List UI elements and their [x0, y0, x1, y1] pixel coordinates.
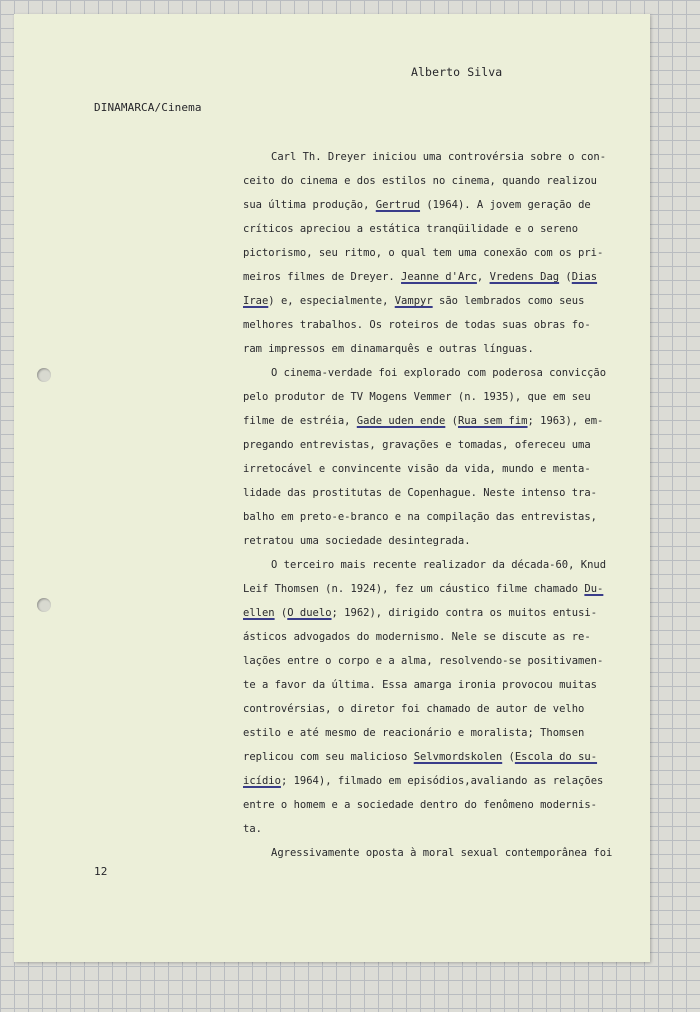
text-line: [257, 841, 617, 865]
underlined-title: Rua sem fim: [457, 415, 528, 427]
text-line: [243, 385, 617, 409]
punch-hole: [37, 368, 51, 382]
underlined-title: O duelo: [287, 607, 332, 619]
text-line: [243, 505, 617, 529]
underlined-title: Gertrud: [375, 199, 421, 211]
text-line: [257, 553, 617, 577]
text-segment: ) e, especialmente,: [268, 295, 395, 307]
text-line: [243, 577, 617, 601]
text-segment: retratou uma sociedade desintegrada.: [243, 535, 471, 547]
underlined-title: Gade uden ende: [356, 415, 446, 427]
text-segment: sua última produção,: [243, 199, 376, 211]
body-text: [243, 145, 617, 865]
text-segment: O terceiro mais recente realizador da década-60, Knud: [271, 559, 607, 571]
text-segment: ceito do cinema e dos estilos no cinema, quando realizou: [243, 175, 598, 187]
text-segment: ram impressos em dinamarquês e outras línguas.: [243, 343, 534, 355]
text-line: [243, 529, 617, 553]
text-segment: melhores trabalhos. Os roteiros de todas suas obras fo-: [243, 319, 591, 331]
text-line: [243, 625, 617, 649]
page-number: 12: [94, 865, 108, 878]
text-line: [243, 649, 617, 673]
text-segment: controvérsias, o diretor foi chamado de autor de velho: [243, 703, 585, 715]
text-line: [243, 241, 617, 265]
text-line: [243, 337, 617, 361]
punch-hole: [37, 598, 51, 612]
underlined-title: Vampyr: [394, 295, 433, 307]
text-segment: filme de estréia,: [243, 415, 357, 427]
text-line: [257, 145, 617, 169]
text-line: [243, 769, 617, 793]
text-line: [243, 697, 617, 721]
underlined-title: Escola do su-: [514, 751, 598, 763]
text-line: [243, 313, 617, 337]
text-line: [243, 601, 617, 625]
underlined-title: ellen: [243, 607, 275, 619]
text-line: [243, 169, 617, 193]
text-segment: (: [559, 271, 572, 283]
text-line: [243, 217, 617, 241]
text-segment: (: [445, 415, 458, 427]
text-line: [243, 721, 617, 745]
text-segment: (1964). A jovem geração de: [420, 199, 591, 211]
text-line: [243, 745, 617, 769]
underlined-title: Dias: [571, 271, 598, 283]
text-segment: (: [274, 607, 288, 619]
text-line: [243, 457, 617, 481]
text-segment: meiros filmes de Dreyer.: [243, 271, 402, 283]
text-segment: (: [502, 751, 515, 763]
text-line: [257, 361, 617, 385]
text-segment: ; 1963), em-: [527, 415, 604, 427]
text-line: [243, 193, 617, 217]
underlined-title: Du-: [584, 583, 604, 595]
text-segment: Agressivamente oposta à moral sexual contemporânea foi: [271, 847, 613, 859]
author-name: Alberto Silva: [411, 65, 503, 79]
underlined-title: Selvmordskolen: [413, 751, 503, 763]
text-line: [243, 793, 617, 817]
text-line: [243, 481, 617, 505]
text-segment: Carl Th. Dreyer iniciou uma controvérsia sobre o con-: [271, 151, 607, 163]
text-segment: ásticos advogados do modernismo. Nele se discute as re-: [243, 631, 591, 643]
underlined-title: Jeanne d'Arc: [401, 271, 477, 283]
underlined-title: Irae: [243, 295, 269, 307]
text-line: [243, 673, 617, 697]
underlined-title: icídio: [243, 775, 281, 787]
text-segment: pictorismo, seu ritmo, o qual tem uma conexão com os pri-: [243, 247, 604, 259]
text-segment: críticos apreciou a estática tranqüilidade e o sereno: [243, 223, 579, 235]
text-line: [243, 289, 617, 313]
text-segment: ; 1964), filmado em episódios,avaliando as relações: [280, 775, 604, 787]
document-page: [14, 14, 650, 962]
text-segment: balho em preto-e-branco e na compilação das entrevistas,: [243, 511, 598, 523]
text-segment: lações entre o corpo e a alma, resolvendo-se positivamen-: [243, 655, 604, 667]
text-segment: pelo produtor de TV Mogens Vemmer (n. 1935), que em seu: [243, 391, 591, 403]
text-segment: te a favor da última. Essa amarga ironia provocou muitas: [243, 679, 598, 691]
text-line: [243, 265, 617, 289]
text-segment: estilo e até mesmo de reacionário e moralista; Thomsen: [243, 727, 585, 739]
underlined-title: Vredens Dag: [489, 271, 560, 283]
text-segment: são lembrados como seus: [432, 295, 585, 307]
section-heading: DINAMARCA/Cinema: [94, 101, 202, 114]
text-segment: pregando entrevistas, gravações e tomadas, ofereceu uma: [243, 439, 591, 451]
text-segment: irretocável e convincente visão da vida, mundo e menta-: [243, 463, 591, 475]
text-segment: O cinema-verdade foi explorado com poderosa convicção: [271, 367, 607, 379]
text-segment: Leif Thomsen (n. 1924), fez um cáustico filme chamado: [243, 583, 585, 595]
text-line: [243, 433, 617, 457]
text-line: [243, 409, 617, 433]
text-segment: ,: [476, 271, 490, 283]
text-segment: entre o homem e a sociedade dentro do fenômeno modernis-: [243, 799, 598, 811]
text-segment: lidade das prostitutas de Copenhague. Neste intenso tra-: [243, 487, 598, 499]
text-segment: replicou com seu malicioso: [243, 751, 414, 763]
text-segment: ; 1962), dirigido contra os muitos entusi-: [331, 607, 598, 619]
text-line: [243, 817, 617, 841]
text-segment: ta.: [243, 823, 262, 835]
